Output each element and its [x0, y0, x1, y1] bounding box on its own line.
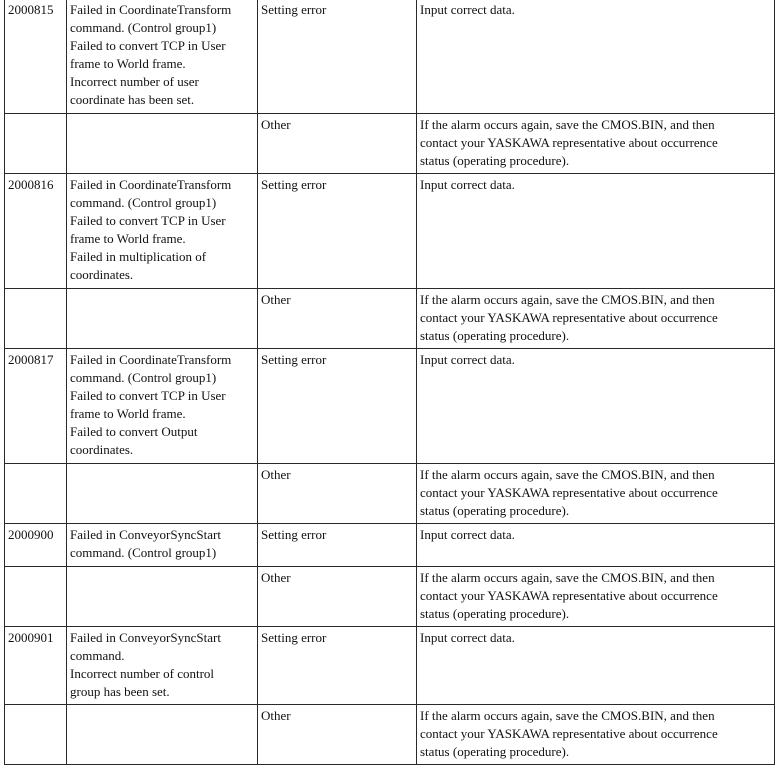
alarm-remedy-cell [417, 349, 775, 464]
text-line: command. [70, 648, 125, 663]
text-line: Failed to convert TCP in User [70, 213, 226, 228]
alarm-cause-cell [258, 174, 417, 289]
alarm-remedy-cell [417, 464, 775, 524]
alarm-remedy-cell [417, 567, 775, 627]
text-line: Failed to convert TCP in User [70, 388, 226, 403]
alarm-cause: Other [261, 570, 291, 585]
alarm-table-body [5, 0, 775, 765]
alarm-cause: Other [261, 708, 291, 723]
text-line: If the alarm occurs again, save the CMOS.BIN, and then [420, 570, 715, 585]
alarm-code-cell [5, 524, 67, 567]
text-line: command. (Control group1) [70, 20, 217, 35]
alarm-cause: Other [261, 117, 291, 132]
table-row [5, 114, 775, 174]
alarm-code: 2000817 [8, 352, 54, 367]
text-line: Input correct data. [420, 630, 515, 645]
alarm-message-cell [67, 524, 258, 567]
text-line: Incorrect number of user [70, 74, 199, 89]
alarm-message-cell [67, 627, 258, 705]
alarm-cause: Setting error [261, 527, 327, 542]
table-row [5, 289, 775, 349]
text-line: Input correct data. [420, 527, 515, 542]
text-line: Failed to convert TCP in User [70, 38, 226, 53]
text-line: coordinates. [70, 267, 134, 282]
alarm-message-cell [67, 174, 258, 289]
alarm-code-cell [5, 567, 67, 627]
alarm-remedy-cell [417, 114, 775, 174]
alarm-message-cell [67, 349, 258, 464]
text-line: Failed to convert Output [70, 424, 198, 439]
alarm-cause-cell [258, 289, 417, 349]
alarm-cause: Setting error [261, 177, 327, 192]
alarm-cause: Setting error [261, 2, 327, 17]
table-row [5, 627, 775, 705]
table-row [5, 705, 775, 765]
alarm-code-cell [5, 289, 67, 349]
alarm-code: 2000900 [8, 527, 54, 542]
text-line: If the alarm occurs again, save the CMOS.BIN, and then [420, 117, 715, 132]
alarm-code: 2000815 [8, 2, 54, 17]
alarm-remedy-cell [417, 524, 775, 567]
alarm-remedy-cell [417, 627, 775, 705]
alarm-code: 2000901 [8, 630, 54, 645]
alarm-remedy-cell [417, 705, 775, 765]
text-line: If the alarm occurs again, save the CMOS.BIN, and then [420, 292, 715, 307]
text-line: Failed in CoordinateTransform [70, 177, 232, 192]
text-line: Failed in ConveyorSyncStart [70, 527, 221, 542]
alarm-cause-cell [258, 0, 417, 114]
text-line: command. (Control group1) [70, 195, 217, 210]
text-line: group has been set. [70, 684, 170, 699]
text-line: frame to World frame. [70, 231, 186, 246]
table-row [5, 567, 775, 627]
text-line: command. (Control group1) [70, 370, 217, 385]
text-line: status (operating procedure). [420, 328, 570, 343]
text-line: contact your YASKAWA representative about occurrence [420, 485, 718, 500]
alarm-cause-cell [258, 464, 417, 524]
alarm-cause: Setting error [261, 352, 327, 367]
alarm-cause-cell [258, 627, 417, 705]
alarm-cause-cell [258, 114, 417, 174]
document-page [4, 0, 776, 765]
text-line: status (operating procedure). [420, 153, 570, 168]
text-line: command. (Control group1) [70, 545, 217, 560]
text-line: Input correct data. [420, 352, 515, 367]
text-line: If the alarm occurs again, save the CMOS.BIN, and then [420, 708, 715, 723]
text-line: coordinate has been set. [70, 92, 195, 107]
alarm-code: 2000816 [8, 177, 54, 192]
alarm-code-cell [5, 0, 67, 114]
text-line: status (operating procedure). [420, 744, 570, 759]
alarm-cause: Setting error [261, 630, 327, 645]
alarm-code-cell [5, 627, 67, 705]
alarm-remedy-cell [417, 289, 775, 349]
table-row [5, 464, 775, 524]
alarm-code-cell [5, 705, 67, 765]
alarm-table [4, 0, 775, 765]
alarm-cause: Other [261, 467, 291, 482]
alarm-remedy-cell [417, 174, 775, 289]
alarm-message-cell [67, 705, 258, 765]
text-line: Input correct data. [420, 177, 515, 192]
text-line: frame to World frame. [70, 56, 186, 71]
alarm-code-cell [5, 174, 67, 289]
alarm-code-cell [5, 464, 67, 524]
alarm-code-cell [5, 114, 67, 174]
text-line: status (operating procedure). [420, 606, 570, 621]
alarm-message-cell [67, 464, 258, 524]
alarm-cause-cell [258, 349, 417, 464]
text-line: Input correct data. [420, 2, 515, 17]
text-line: contact your YASKAWA representative about occurrence [420, 310, 718, 325]
text-line: contact your YASKAWA representative about occurrence [420, 588, 718, 603]
text-line: coordinates. [70, 442, 134, 457]
text-line: Failed in CoordinateTransform [70, 2, 232, 17]
alarm-cause: Other [261, 292, 291, 307]
alarm-cause-cell [258, 567, 417, 627]
alarm-cause-cell [258, 705, 417, 765]
table-row [5, 0, 775, 114]
text-line: contact your YASKAWA representative about occurrence [420, 135, 718, 150]
text-line: status (operating procedure). [420, 503, 570, 518]
text-line: Failed in ConveyorSyncStart [70, 630, 221, 645]
alarm-code-cell [5, 349, 67, 464]
text-line: Incorrect number of control [70, 666, 215, 681]
text-line: frame to World frame. [70, 406, 186, 421]
text-line: contact your YASKAWA representative about occurrence [420, 726, 718, 741]
alarm-cause-cell [258, 524, 417, 567]
text-line: If the alarm occurs again, save the CMOS.BIN, and then [420, 467, 715, 482]
alarm-message-cell [67, 567, 258, 627]
alarm-message-cell [67, 114, 258, 174]
table-row [5, 524, 775, 567]
table-row [5, 174, 775, 289]
alarm-remedy-cell [417, 0, 775, 114]
text-line: Failed in CoordinateTransform [70, 352, 232, 367]
text-line: Failed in multiplication of [70, 249, 207, 264]
alarm-message-cell [67, 0, 258, 114]
table-row [5, 349, 775, 464]
alarm-message-cell [67, 289, 258, 349]
